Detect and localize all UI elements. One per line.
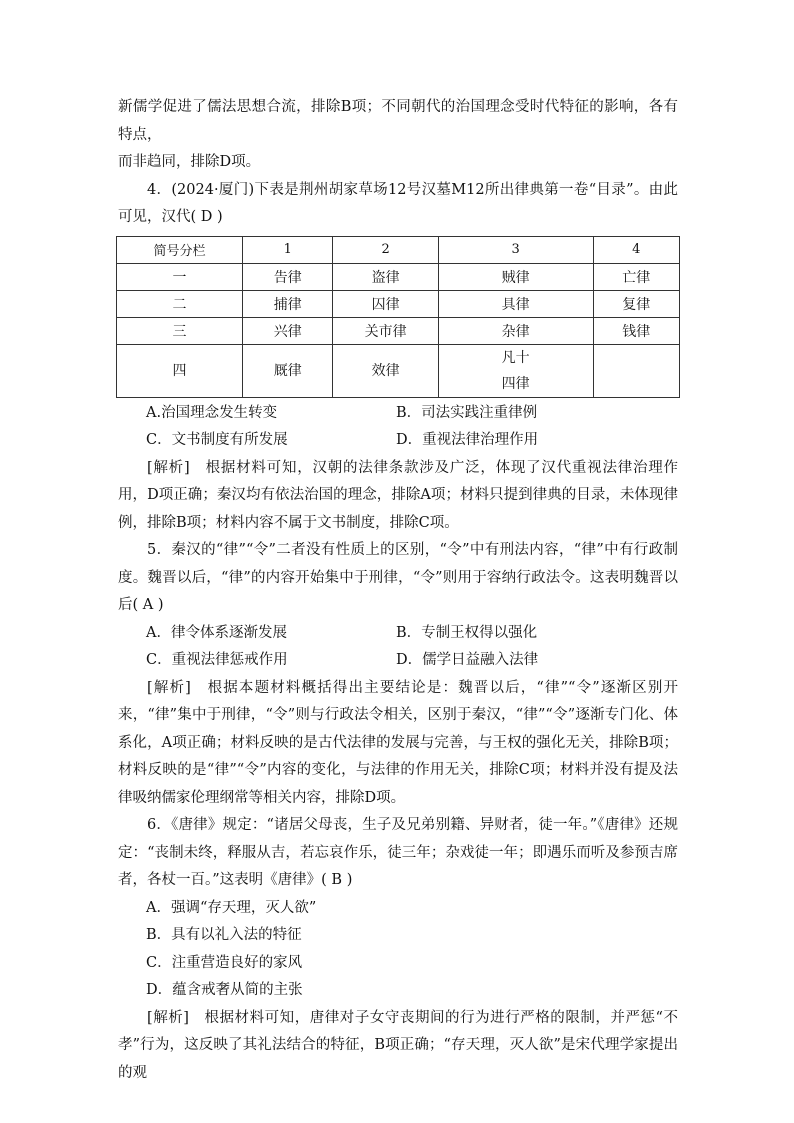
table-cell: 杂律: [438, 317, 593, 344]
table-cell: 钱律: [593, 317, 679, 344]
table-cell: 盗律: [333, 263, 438, 290]
table-cell: 复律: [593, 290, 679, 317]
q4-option-b: B．司法实践注重律例: [396, 404, 538, 421]
q4-option-a: A.治国理念发生转变: [146, 404, 278, 421]
table-header-row: [117, 236, 680, 263]
q6-option-d: D．蕴含戒奢从简的主张: [146, 982, 303, 998]
document-content: [118, 94, 678, 1087]
table-cell: 四: [117, 344, 243, 397]
q6-option-c: C．注重营造良好的家风: [146, 954, 303, 971]
table-cell: 告律: [243, 263, 333, 290]
q4-option-c: C．文书制度有所发展: [146, 432, 288, 448]
table-header-cell: 3: [438, 236, 593, 263]
table-cell-line: 四律: [501, 375, 530, 392]
table-cell: [593, 344, 679, 397]
table-cell: 具律: [438, 290, 593, 317]
table-cell-multiline: [438, 344, 593, 397]
table-header-cell: 2: [333, 236, 438, 263]
table-row: [117, 317, 680, 344]
table-row: [117, 290, 680, 317]
q4-option-d: D．重视法律治理作用: [396, 432, 539, 448]
q5-analysis: [解析] 根据本题材料概括得出主要结论是：魏晋以后，“律”“令”逐渐区别开来，“律”集中于刑律，“令”则与行政法令相关，区别于秦汉，“律”“令”逐渐专门化、体系化，A项正确；材料反映的是古代法律的发展与完善，与王权的强化无关，排除B项；材料反映的是“律”“令”内容的变化，与法律的作用无关，排除C项；材料并没有提及法律吸纳儒家伦理纲常等相关内容，排除D项。: [118, 679, 678, 806]
table-cell-line: 凡十: [501, 349, 530, 366]
table-cell: 厩律: [243, 344, 333, 397]
table-cell: 囚律: [333, 290, 438, 317]
table-cell: 三: [117, 317, 243, 344]
table-header-cell: 简号分栏: [117, 236, 243, 263]
q5-options-row-2: [118, 647, 678, 675]
table-cell: 效律: [333, 344, 438, 397]
q4-options-row-2: [118, 427, 678, 455]
q6-option-a: A．强调“存天理，灭人欲”: [146, 899, 317, 916]
q4-stem: 4．(2024·厦门)下表是荆州胡家草场12号汉墓M12所出律典第一卷“目录”。由此可见，汉代( D ): [118, 181, 678, 225]
q4-options-row-1: [118, 400, 678, 428]
q5-options-row-1: [118, 620, 678, 648]
table-cell: 二: [117, 290, 243, 317]
table-header-cell: 1: [243, 236, 333, 263]
table-cell: 亡律: [593, 263, 679, 290]
table-cell: 兴律: [243, 317, 333, 344]
q5-option-d: D．儒学日益融入法律: [396, 652, 539, 668]
intro-line-1: 新儒学促进了儒法思想合流，排除B项；不同朝代的治国理念受时代特征的影响，各有特点，: [118, 99, 678, 143]
intro-line-2: 而非趋同，排除D项。: [118, 154, 261, 170]
table-cell: 一: [117, 263, 243, 290]
q5-option-a: A．律令体系逐渐发展: [146, 624, 287, 641]
q5-option-b: B．专制王权得以强化: [396, 624, 538, 641]
table-cell: 贼律: [438, 263, 593, 290]
q5-option-c: C．重视法律惩戒作用: [146, 652, 288, 668]
q4-analysis: [解析] 根据材料可知，汉朝的法律条款涉及广泛，体现了汉代重视法律治理作用，D项正确；秦汉均有依法治国的理念，排除A项；材料只提到律典的目录，未体现律例，排除B项；材料内容不属于文书制度，排除C项。: [118, 459, 678, 531]
table-cell: 捕律: [243, 290, 333, 317]
law-catalog-table: [116, 236, 680, 398]
q6-analysis: [解析] 根据材料可知，唐律对子女守丧期间的行为进行严格的限制，并严惩“不孝”行为，这反映了其礼法结合的特征，B项正确；“存天理，灭人欲”是宋代理学家提出的观: [118, 1009, 678, 1081]
q6-stem: 6．《唐律》规定：“诸居父母丧，生子及兄弟别籍、异财者，徒一年。”《唐律》还规定：“丧制未终，释服从吉，若忘哀作乐，徒三年；杂戏徒一年；即遇乐而听及参预吉席者，各杖一百。”这表明《唐律》( B ): [118, 817, 678, 888]
q6-option-b: B．具有以礼入法的特征: [146, 927, 302, 943]
table-header-cell: 4: [593, 236, 679, 263]
q5-stem: 5．秦汉的“律”“令”二者没有性质上的区别，“令”中有刑法内容，“律”中有行政制度。魏晋以后，“律”的内容开始集中于刑律，“令”则用于容纳行政法令。这表明魏晋以后( A ): [118, 542, 678, 613]
table-row: [117, 263, 680, 290]
table-cell: 关市律: [333, 317, 438, 344]
table-row: [117, 344, 680, 397]
